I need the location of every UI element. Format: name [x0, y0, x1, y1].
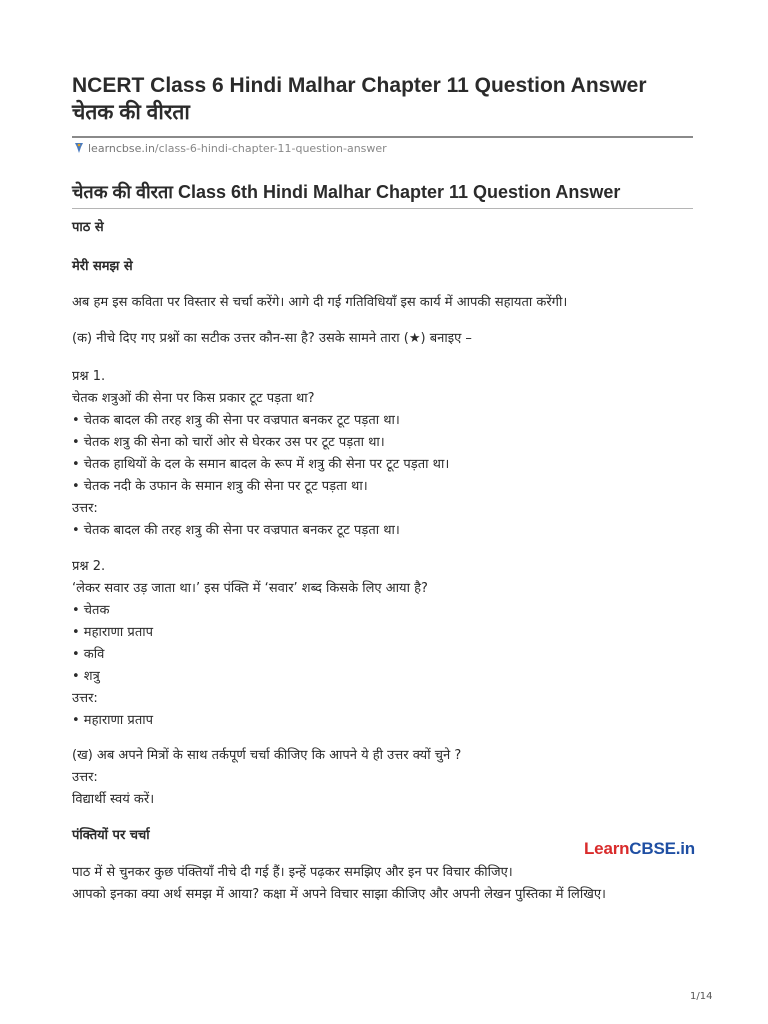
heading-divider: [72, 208, 693, 209]
q1-option-1: • चेतक बादल की तरह शत्रु की सेना पर वज्रपात बनकर टूट पड़ता था।: [72, 413, 400, 428]
q2-option-3: • कवि: [72, 647, 105, 662]
section-heading-path-se: पाठ से: [72, 220, 104, 235]
q1-option-4: • चेतक नदी के उफान के समान शत्रु की सेना पर टूट पड़ता था।: [72, 479, 368, 494]
question-1: [72, 366, 697, 542]
question-2: [72, 556, 697, 732]
source-url[interactable]: [74, 142, 387, 156]
intro-text: अब हम इस कविता पर विस्तार से चर्चा करेंगे। आगे दी गई गतिविधियाँ इस कार्य में आपकी सहायता करेंगी।: [72, 295, 568, 310]
q1-answer-label: उत्तर:: [72, 501, 98, 516]
page-number: 1/14: [690, 991, 713, 1002]
q2-answer-label: उत्तर:: [72, 691, 98, 706]
title-divider: [72, 136, 693, 138]
logo-learn: Learn: [584, 839, 630, 858]
kha-text: (ख) अब अपने मित्रों के साथ तर्कपूर्ण चर्चा कीजिए कि आपने ये ही उत्तर क्यों चुने ?: [72, 748, 462, 763]
kha-answer: विद्यार्थी स्वयं करें।: [72, 792, 155, 807]
lines-para-line-1: पाठ में से चुनकर कुछ पंक्तियाँ नीचे दी गई हैं। इन्हें पढ़कर समझिए और इन पर विचार कीजिए।: [72, 865, 513, 880]
q1-label: प्रश्न 1.: [72, 369, 106, 384]
q2-option-2: • महाराणा प्रताप: [72, 625, 153, 640]
source-path[interactable]: /class-6-hindi-chapter-11-question-answer: [154, 142, 387, 155]
page-title: [72, 72, 702, 126]
section-heading-panktiyon: पंक्तियों पर चर्चा: [72, 828, 150, 843]
q2-label: प्रश्न 2.: [72, 559, 106, 574]
instruction-ka-text: (क) नीचे दिए गए प्रश्नों का सटीक उत्तर कौन-सा है? उसके सामने तारा (★) बनाइए –: [72, 331, 472, 346]
q2-answer: • महाराणा प्रताप: [72, 713, 153, 728]
instruction-ka: [72, 328, 697, 350]
q2-option-4: • शत्रु: [72, 669, 100, 684]
source-domain[interactable]: learncbse.in: [88, 142, 155, 155]
title-line-1: NCERT Class 6 Hindi Malhar Chapter 11 Question Answer: [72, 74, 647, 97]
q2-question: ‘लेकर सवार उड़ जाता था।’ इस पंक्ति में ‘सवार’ शब्द किसके लिए आया है?: [72, 581, 428, 596]
article-heading: चेतक की वीरता Class 6th Hindi Malhar Chapter 11 Question Answer: [72, 182, 621, 202]
intro-paragraph: [72, 292, 697, 314]
learncbse-logo: [584, 838, 695, 860]
discussion-kha: [72, 745, 697, 811]
q2-option-1: • चेतक: [72, 603, 110, 618]
logo-cbse: CBSE.in: [629, 839, 695, 858]
q1-option-3: • चेतक हाथियों के दल के समान बादल के रूप में शत्रु की सेना पर टूट पड़ता था।: [72, 457, 450, 472]
lines-paragraph: [72, 862, 697, 906]
q1-question: चेतक शत्रुओं की सेना पर किस प्रकार टूट पड़ता था?: [72, 391, 315, 406]
kha-answer-label: उत्तर:: [72, 770, 98, 785]
title-line-2: चेतक की वीरता: [72, 101, 190, 124]
q1-answer: • चेतक बादल की तरह शत्रु की सेना पर वज्रपात बनकर टूट पड़ता था।: [72, 523, 400, 538]
lines-para-line-2: आपको इनका क्या अर्थ समझ में आया? कक्षा में अपने विचार साझा कीजिए और अपनी लेखन पुस्तिका में लिखिए।: [72, 887, 606, 902]
pin-icon: [74, 142, 84, 154]
section-heading-meri-samajh: मेरी समझ से: [72, 259, 133, 274]
q1-option-2: • चेतक शत्रु की सेना को चारों ओर से घेरकर उस पर टूट पड़ता था।: [72, 435, 385, 450]
